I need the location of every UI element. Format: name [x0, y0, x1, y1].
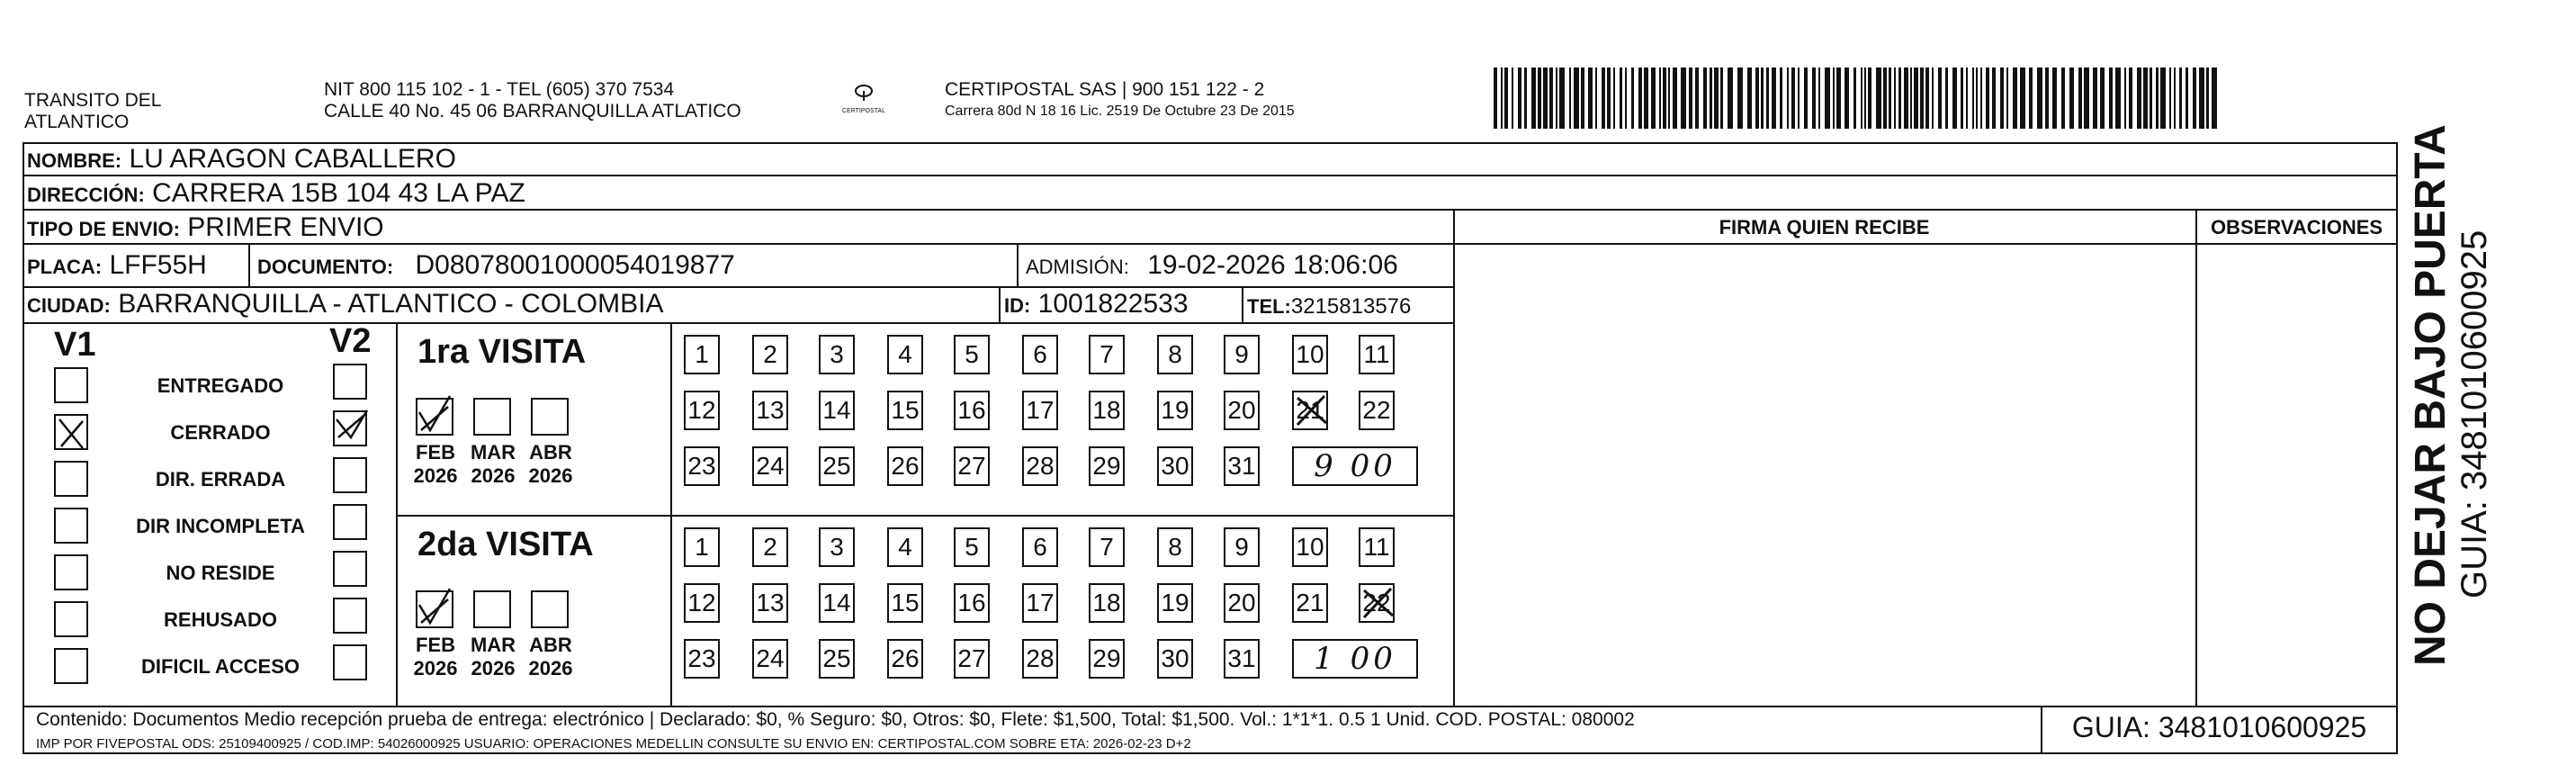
tel-cell [1247, 292, 1411, 322]
firma-label: FIRMA QUIEN RECIBE [1719, 216, 1930, 238]
day-box-18[interactable]: 18 [1089, 391, 1125, 430]
day-box-30[interactable]: 30 [1157, 639, 1193, 679]
direccion-label: DIRECCIÓN: [27, 184, 145, 206]
day-box-26[interactable]: 26 [887, 446, 923, 486]
id-value: 1001822533 [1037, 289, 1189, 319]
handwritten-time: 9 00 [1292, 446, 1418, 486]
day-box-21[interactable]: 21 [1292, 583, 1328, 623]
certipostal-logo [837, 83, 891, 115]
month-name: MAR [470, 634, 516, 656]
day-box-2[interactable]: 2 [752, 335, 788, 374]
day-box-3[interactable]: 3 [819, 335, 855, 374]
tipo-row [27, 212, 384, 245]
nit-block [324, 79, 741, 122]
v1-checkbox[interactable] [54, 648, 88, 684]
day-box-11[interactable]: 11 [1359, 335, 1395, 374]
direccion-value: CARRERA 15B 104 43 LA PAZ [152, 178, 525, 208]
month-label [524, 634, 578, 680]
month-label [524, 441, 578, 488]
footer-guia: GUIA: 3481010600925 [2071, 711, 2367, 743]
day-box-28[interactable]: 28 [1022, 639, 1058, 679]
month-label [466, 634, 520, 680]
ciudad-value: BARRANQUILLA - ATLANTICO - COLOMBIA [118, 289, 664, 319]
v1-checkbox[interactable] [54, 554, 88, 590]
v1-checkbox[interactable] [54, 508, 88, 544]
day-box-14[interactable]: 14 [819, 583, 855, 623]
day-box-4[interactable]: 4 [887, 335, 923, 374]
org-name [24, 90, 161, 133]
day-box-22[interactable]: 22 [1359, 583, 1395, 623]
status-label: ENTREGADO [157, 374, 284, 397]
day-box-24[interactable]: 24 [752, 639, 788, 679]
month-checkbox[interactable] [473, 590, 511, 628]
tel-label: TEL: [1247, 295, 1291, 318]
status-label: DIR INCOMPLETA [136, 515, 305, 537]
v1-checkbox[interactable] [54, 461, 88, 497]
signature-area[interactable] [1455, 245, 2194, 704]
direccion-row [27, 178, 525, 211]
barcode [1494, 68, 2222, 129]
carrier-line-1: CERTIPOSTAL SAS | 900 151 122 - 2 [945, 79, 1265, 100]
v2-checkbox[interactable] [333, 598, 367, 634]
day-box-7[interactable]: 7 [1089, 335, 1125, 374]
month-label [408, 441, 462, 488]
day-box-27[interactable]: 27 [954, 446, 990, 486]
day-box-31[interactable]: 31 [1224, 446, 1260, 486]
v1-checkbox[interactable] [54, 414, 88, 450]
placa-value: LFF55H [109, 250, 207, 280]
logo-icon [853, 83, 875, 103]
day-box-6[interactable]: 6 [1022, 335, 1058, 374]
month-checkbox[interactable] [531, 590, 569, 628]
day-box-9[interactable]: 9 [1224, 335, 1260, 374]
org-line-2: ATLANTICO [24, 112, 130, 132]
day-box-8[interactable]: 8 [1157, 527, 1193, 567]
month-year: 2026 [528, 657, 573, 680]
documento-label: DOCUMENTO: [257, 256, 394, 278]
day-box-19[interactable]: 19 [1157, 391, 1193, 430]
day-box-21[interactable]: 21 [1292, 391, 1328, 430]
placa-cell [27, 250, 207, 283]
day-box-17[interactable]: 17 [1022, 391, 1058, 430]
placa-label: PLACA: [27, 256, 103, 278]
carrier-block [945, 79, 1295, 121]
day-box-4[interactable]: 4 [887, 527, 923, 567]
day-box-26[interactable]: 26 [887, 639, 923, 679]
month-checkbox[interactable] [531, 398, 569, 436]
status-label: NO RESIDE [166, 562, 275, 584]
tipo-value: PRIMER ENVIO [187, 212, 384, 242]
admision-value: 19-02-2026 18:06:06 [1147, 250, 1398, 280]
v2-checkbox[interactable] [333, 644, 367, 680]
status-label: DIR. ERRADA [155, 468, 286, 490]
ciudad-cell [27, 289, 663, 321]
day-box-30[interactable]: 30 [1157, 446, 1193, 486]
day-box-29[interactable]: 29 [1089, 639, 1125, 679]
month-year: 2026 [528, 464, 573, 487]
day-box-1[interactable]: 1 [684, 335, 720, 374]
check-mark-icon [331, 407, 371, 446]
day-box-12[interactable]: 12 [684, 391, 720, 430]
day-box-16[interactable]: 16 [954, 391, 990, 430]
month-year: 2026 [471, 464, 516, 487]
month-checkbox[interactable] [473, 398, 511, 436]
day-box-24[interactable]: 24 [752, 446, 788, 486]
v2-checkbox[interactable] [333, 504, 367, 540]
status-label: DIFICIL ACCESO [140, 655, 300, 678]
v1-checkbox[interactable] [54, 601, 88, 637]
v1-label: V1 [54, 326, 96, 364]
month-name: FEB [416, 634, 455, 656]
day-box-15[interactable]: 15 [887, 391, 923, 430]
check-mark-icon [414, 394, 455, 436]
day-box-23[interactable]: 23 [684, 639, 720, 679]
month-checkbox[interactable] [416, 398, 453, 436]
id-cell [1004, 289, 1189, 321]
observaciones-area[interactable] [2197, 245, 2396, 704]
nombre-row [27, 144, 456, 176]
day-box-20[interactable]: 20 [1224, 391, 1260, 430]
nit-line-1: NIT 800 115 102 - 1 - TEL (605) 370 7534 [324, 79, 675, 100]
month-checkbox[interactable] [416, 590, 453, 628]
strike-mark-icon [1359, 583, 1398, 623]
tel-value: 3215813576 [1290, 294, 1412, 319]
nombre-label: NOMBRE: [27, 149, 122, 172]
observaciones-label: OBSERVACIONES [2210, 216, 2383, 238]
day-box-3[interactable]: 3 [819, 527, 855, 567]
day-box-15[interactable]: 15 [887, 583, 923, 623]
v2-label: V2 [329, 322, 372, 360]
month-name: MAR [470, 441, 516, 464]
day-box-8[interactable]: 8 [1157, 335, 1193, 374]
month-year: 2026 [413, 464, 458, 487]
day-box-22[interactable]: 22 [1359, 391, 1395, 430]
footer-contenido: Contenido: Documentos Medio recepción prueba de entrega: electrónico | Declarado: $0, % Seguro: $0, Otros: $0, Flete: $1,500, Total: $1,500. Vol.: 1*1*1. 0.5 1 Unid. COD. POSTAL: 080002 [36, 709, 1635, 730]
nombre-value: LU ARAGON CABALLERO [129, 144, 456, 174]
month-name: FEB [416, 441, 455, 464]
month-name: ABR [529, 441, 572, 464]
day-box-7[interactable]: 7 [1089, 527, 1125, 567]
documento-value: D08078001000054019877 [415, 250, 735, 280]
day-box-10[interactable]: 10 [1292, 527, 1328, 567]
documento-cell [257, 250, 735, 283]
day-box-25[interactable]: 25 [819, 639, 855, 679]
day-box-12[interactable]: 12 [684, 583, 720, 623]
tipo-label: TIPO DE ENVIO: [27, 218, 180, 240]
day-box-11[interactable]: 11 [1359, 527, 1395, 567]
status-label: CERRADO [170, 421, 271, 444]
side-no-dejar: NO DEJAR BAJO PUERTA [2407, 124, 2455, 666]
org-line-1: TRANSITO DEL [24, 90, 162, 111]
v1-checkbox[interactable] [54, 367, 88, 403]
day-box-17[interactable]: 17 [1022, 583, 1058, 623]
day-box-31[interactable]: 31 [1224, 639, 1260, 679]
status-label: REHUSADO [164, 608, 277, 631]
day-box-13[interactable]: 13 [752, 583, 788, 623]
day-box-2[interactable]: 2 [752, 527, 788, 567]
logo-text: CERTIPOSTAL [842, 108, 885, 114]
visit-title: 2da VISITA [417, 526, 594, 563]
day-box-13[interactable]: 13 [752, 391, 788, 430]
day-box-19[interactable]: 19 [1157, 583, 1193, 623]
month-label [408, 634, 462, 680]
id-label: ID: [1004, 294, 1031, 317]
day-box-20[interactable]: 20 [1224, 583, 1260, 623]
day-box-5[interactable]: 5 [954, 335, 990, 374]
day-box-25[interactable]: 25 [819, 446, 855, 486]
month-year: 2026 [413, 657, 458, 680]
side-guia: GUIA: 3481010600925 [2455, 230, 2494, 598]
day-box-14[interactable]: 14 [819, 391, 855, 430]
day-box-16[interactable]: 16 [954, 583, 990, 623]
day-box-28[interactable]: 28 [1022, 446, 1058, 486]
footer-imp: IMP POR FIVEPOSTAL ODS: 25109400925 / COD.IMP: 54026000925 USUARIO: OPERACIONES MEDELLIN CONSULTE SU ENVIO EN: CERTIPOSTAL.COM SOBRE ETA: 2026-02-23 D+2 [36, 736, 1191, 752]
day-box-5[interactable]: 5 [954, 527, 990, 567]
month-label [466, 441, 520, 488]
day-box-10[interactable]: 10 [1292, 335, 1328, 374]
v2-checkbox[interactable] [333, 364, 367, 400]
day-box-18[interactable]: 18 [1089, 583, 1125, 623]
v2-checkbox[interactable] [333, 410, 367, 446]
month-name: ABR [529, 634, 572, 656]
v2-checkbox[interactable] [333, 457, 367, 493]
day-box-27[interactable]: 27 [954, 639, 990, 679]
day-box-1[interactable]: 1 [684, 527, 720, 567]
admision-cell [1026, 250, 1398, 283]
strike-mark-icon [1292, 391, 1332, 430]
admision-label: ADMISIÓN: [1026, 256, 1129, 278]
x-mark-icon [56, 416, 90, 452]
day-box-29[interactable]: 29 [1089, 446, 1125, 486]
v2-checkbox[interactable] [333, 551, 367, 587]
day-box-23[interactable]: 23 [684, 446, 720, 486]
ciudad-label: CIUDAD: [27, 294, 111, 317]
handwritten-time: 1 00 [1292, 639, 1418, 679]
month-year: 2026 [471, 657, 516, 680]
visit-title: 1ra VISITA [417, 333, 587, 371]
day-box-9[interactable]: 9 [1224, 527, 1260, 567]
carrier-line-2: Carrera 80d N 18 16 Lic. 2519 De Octubre 23 De 2015 [945, 104, 1295, 119]
nit-line-2: CALLE 40 No. 45 06 BARRANQUILLA ATLATICO [324, 101, 741, 122]
check-mark-icon [414, 587, 455, 628]
day-box-6[interactable]: 6 [1022, 527, 1058, 567]
